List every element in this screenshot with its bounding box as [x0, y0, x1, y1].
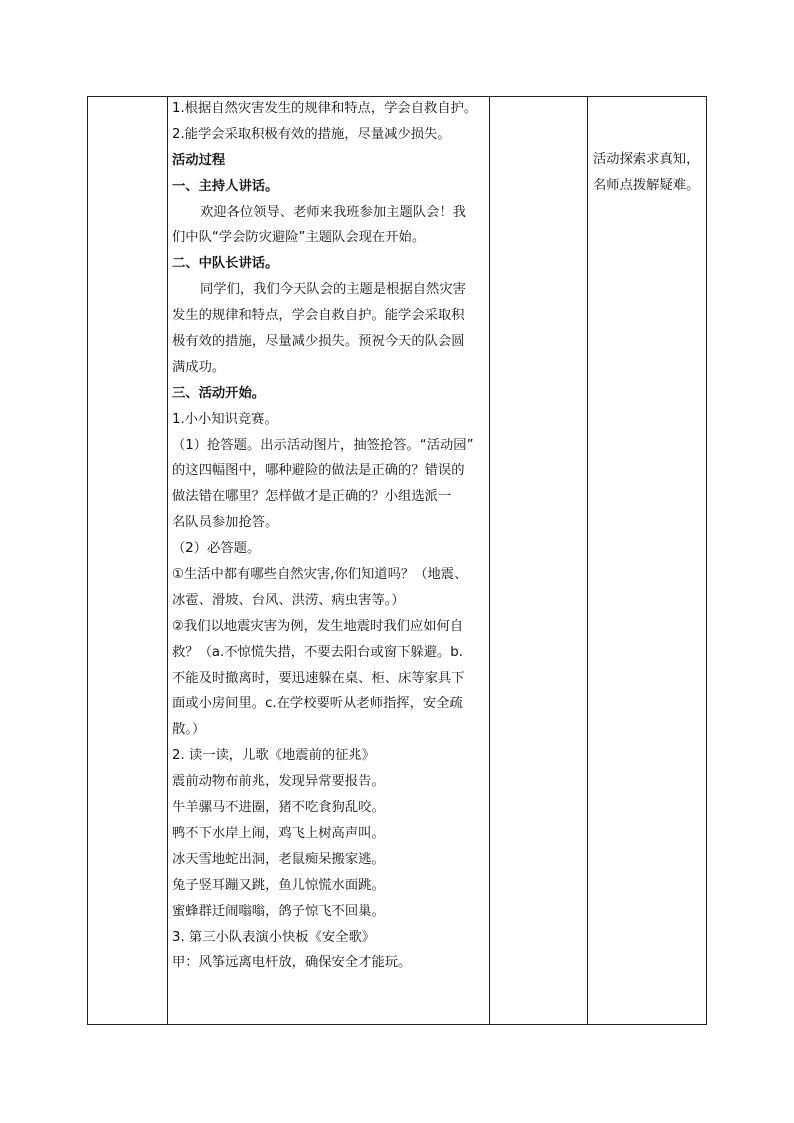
content-line: ②我们以地震灾害为例，发生地震时我们应如何自	[172, 618, 464, 634]
content-line: 的这四幅图中，哪种避险的做法是正确的？错误的	[172, 463, 465, 479]
content-line: 活动过程	[172, 152, 226, 168]
content-line: ①生活中都有哪些自然灾害,你们知道吗？（地震、	[172, 567, 468, 583]
content-line: 鸭不下水岸上闹，鸡飞上树高声叫。	[172, 825, 385, 841]
content-line: 满成功。	[172, 359, 226, 375]
content-line: 兔子竖耳蹦又跳，鱼儿惊慌水面跳。	[172, 877, 385, 893]
table-column-divider	[167, 97, 168, 1024]
content-line: 名队员参加抢答。	[172, 515, 279, 531]
content-line: 1.小小知识竞赛。	[172, 411, 278, 427]
content-line: 冰雹、滑坡、台风、洪涝、病虫害等。）	[172, 592, 405, 608]
content-line: 2.能学会采取积极有效的措施，尽量减少损失。	[172, 126, 451, 142]
content-line: 同学们，我们今天队会的主题是根据自然灾害	[200, 282, 466, 298]
note-line: 活动探索求真知，	[593, 152, 700, 167]
content-line: 冰天雪地蛇出洞，老鼠痴呆搬家逃。	[172, 851, 385, 867]
design-notes	[593, 147, 705, 199]
content-line: 1.根据自然灾害发生的规律和特点，学会自救自护。	[172, 101, 478, 116]
content-line: 做法错在哪里？怎样做才是正确的？小组选派一	[172, 489, 452, 505]
table-column-divider	[587, 97, 588, 1024]
content-line: 三、活动开始。	[172, 385, 266, 401]
content-line: 震前动物布前兆，发现异常要报告。	[172, 774, 385, 790]
content-line: 牛羊骡马不进圈，猪不吃食狗乱咬。	[172, 800, 385, 816]
content-line: 3. 第三小队表演小快板《安全歌》	[172, 929, 376, 945]
content-line: 救？（a.不惊慌失措，不要去阳台或窗下躲避。b.	[172, 644, 463, 660]
content-line: 甲：风筝远离电杆放，确保安全才能玩。	[172, 955, 412, 971]
note-line: 名师点拨解疑难。	[593, 178, 700, 193]
content-line: 2. 读一读，儿歌《地震前的征兆》	[172, 748, 376, 764]
activity-content	[172, 96, 486, 976]
content-line: 一、主持人讲话。	[172, 178, 279, 194]
content-line: （2）必答题。	[172, 541, 261, 557]
content-line: 二、中队长讲话。	[172, 256, 279, 272]
content-line: （1）抢答题。出示活动图片，抽签抢答。“活动园”	[172, 437, 474, 453]
content-line: 散。）	[172, 722, 206, 738]
content-line: 极有效的措施，尽量减少损失。预祝今天的队会圆	[172, 334, 465, 350]
content-line: 们中队“学会防灾避险”主题队会现在开始。	[172, 230, 426, 246]
content-line: 发生的规律和特点，学会自救自护。能学会采取积	[172, 308, 465, 324]
content-line: 蜜蜂群迁闹嗡嗡，鸽子惊飞不回巢。	[172, 903, 385, 919]
table-column-divider	[489, 97, 490, 1024]
content-line: 欢迎各位领导、老师来我班参加主题队会！我	[200, 204, 466, 220]
content-line: 面或小房间里。c.在学校要听从老师指挥，安全疏	[172, 696, 463, 712]
content-line: 不能及时撤离时，要迅速躲在桌、柜、床等家具下	[172, 670, 465, 686]
